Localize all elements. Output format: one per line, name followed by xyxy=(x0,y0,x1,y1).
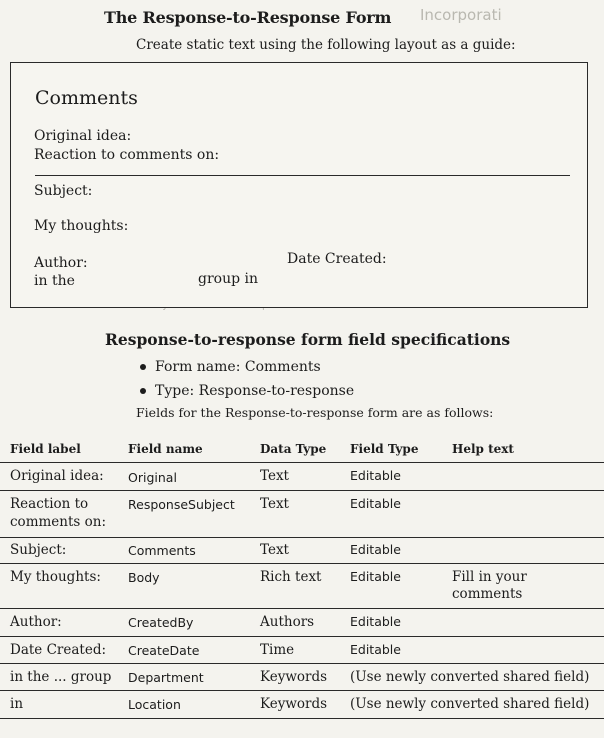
cell-data-type: Authors xyxy=(260,614,315,630)
bleed-through-text: Incorporati xyxy=(420,6,502,24)
spec-heading: Response-to-response form field specifications xyxy=(105,330,511,349)
cell-field-type: (Use newly converted shared field) xyxy=(350,696,590,712)
cell-field-name: Original xyxy=(128,470,177,485)
cell-label: Reaction to xyxy=(10,496,89,512)
label-in-the: in the xyxy=(34,273,75,289)
cell-field-name: CreateDate xyxy=(128,643,200,658)
cell-field-type: Editable xyxy=(350,614,401,629)
section-heading: The Response-to-Response Form xyxy=(104,8,392,27)
table-rule xyxy=(0,690,604,691)
cell-data-type: Text xyxy=(260,542,289,558)
bullet-type: Type: Response-to-response xyxy=(140,379,354,403)
cell-field-name: Department xyxy=(128,670,204,685)
divider xyxy=(35,175,570,176)
cell-label: in the ... group xyxy=(10,669,112,685)
cell-field-type: Editable xyxy=(350,496,401,511)
cell-field-type: Editable xyxy=(350,642,401,657)
header-field-label: Field label xyxy=(10,442,81,456)
fields-intro: Fields for the Response-to-response form are as follows: xyxy=(136,405,494,420)
header-help-text: Help text xyxy=(452,442,514,456)
table-rule xyxy=(0,608,604,609)
cell-label: Original idea: xyxy=(10,468,104,484)
label-original-idea: Original idea: xyxy=(34,128,132,144)
bullet-dot xyxy=(140,388,146,394)
table-rule xyxy=(0,636,604,637)
cell-data-type: Time xyxy=(260,642,295,658)
header-data-type: Data Type xyxy=(260,442,327,456)
cell-label: Date Created: xyxy=(10,642,107,658)
table-rule xyxy=(0,718,604,719)
cell-label: in xyxy=(10,696,24,712)
cell-help-text: comments xyxy=(452,586,523,602)
label-group-in: group in xyxy=(198,271,259,287)
spec-bullets xyxy=(140,355,354,403)
cell-data-type: Text xyxy=(260,468,289,484)
cell-field-type: Editable xyxy=(350,542,401,557)
cell-help-text: Fill in your xyxy=(452,569,527,585)
label-date-created: Date Created: xyxy=(287,251,387,267)
bullet-form-name: Form name: Comments xyxy=(140,355,354,379)
form-title: Comments xyxy=(35,87,138,109)
cell-label: Subject: xyxy=(10,542,67,558)
cell-label: Author: xyxy=(10,614,62,630)
table-rule xyxy=(0,663,604,664)
table-rule xyxy=(0,537,604,538)
header-field-type: Field Type xyxy=(350,442,419,456)
cell-field-type: Editable xyxy=(350,569,401,584)
header-field-name: Field name xyxy=(128,442,203,456)
table-rule xyxy=(0,462,604,463)
cell-label: comments on: xyxy=(10,514,106,530)
cell-field-name: Location xyxy=(128,697,181,712)
bullet-dot xyxy=(140,364,146,370)
cell-field-name: CreatedBy xyxy=(128,615,194,630)
cell-label: My thoughts: xyxy=(10,569,101,585)
cell-field-type: (Use newly converted shared field) xyxy=(350,669,590,685)
table-rule xyxy=(0,490,604,491)
label-reaction: Reaction to comments on: xyxy=(34,147,220,163)
table-rule xyxy=(0,563,604,564)
cell-field-name: ResponseSubject xyxy=(128,497,235,512)
intro-text: Create static text using the following layout as a guide: xyxy=(136,37,516,53)
cell-data-type: Keywords xyxy=(260,669,328,685)
label-subject: Subject: xyxy=(34,183,93,199)
cell-field-name: Body xyxy=(128,570,160,585)
label-my-thoughts: My thoughts: xyxy=(34,218,129,234)
cell-data-type: Rich text xyxy=(260,569,322,585)
label-author: Author: xyxy=(34,255,88,271)
cell-data-type: Keywords xyxy=(260,696,328,712)
cell-data-type: Text xyxy=(260,496,289,512)
cell-field-type: Editable xyxy=(350,468,401,483)
form-layout-box xyxy=(10,62,588,308)
cell-field-name: Comments xyxy=(128,543,196,558)
